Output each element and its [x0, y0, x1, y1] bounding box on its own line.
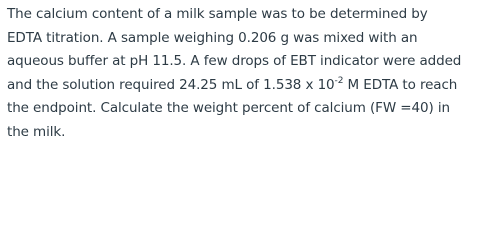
question-line: EDTA titration. A sample weighing 0.206 g was mixed with an	[7, 29, 418, 46]
question-line: aqueous buffer at pH 11.5. A few drops of EBT indicator were added	[7, 53, 462, 70]
question-text-segment: and the solution required 24.25 mL of 1.538 x 10	[7, 76, 335, 93]
question-line: the endpoint. Calculate the weight percent of calcium (FW =40) in	[7, 100, 450, 117]
question-line	[7, 74, 492, 98]
question-text	[7, 3, 492, 145]
question-text-segment: M EDTA to reach	[343, 76, 458, 93]
question-line: the milk.	[7, 123, 66, 140]
exponent: -2	[334, 75, 344, 86]
question-line: The calcium content of a milk sample was to be determined by	[7, 6, 428, 22]
